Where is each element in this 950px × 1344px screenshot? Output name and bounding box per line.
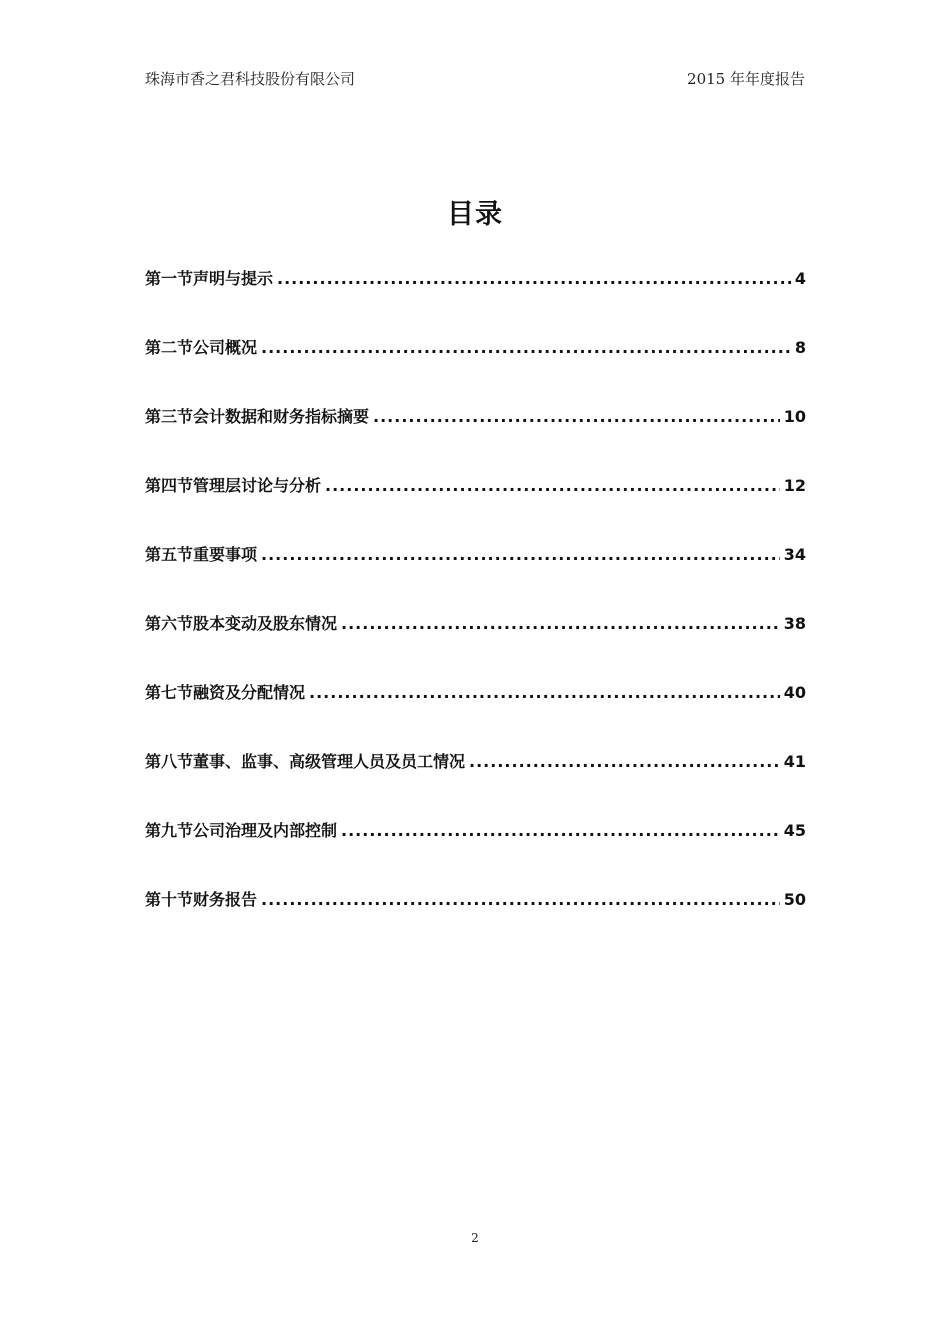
- toc-dot-leader: [261, 545, 780, 564]
- toc-dot-leader: [325, 476, 780, 495]
- toc-dot-leader: [309, 683, 780, 702]
- toc-entry-label: 第三节会计数据和财务指标摘要: [145, 407, 370, 426]
- toc-dot-leader: [261, 890, 780, 909]
- toc-entry-section-10[interactable]: [145, 887, 806, 956]
- toc-entry-label: 第七节融资及分配情况: [145, 683, 306, 702]
- toc-entry-section-2[interactable]: [145, 335, 806, 404]
- toc-entry-label: 第十节财务报告: [145, 890, 258, 909]
- toc-entry-label: 第九节公司治理及内部控制: [145, 821, 338, 840]
- toc-entry-section-4[interactable]: [145, 473, 806, 542]
- toc-dot-leader: [341, 614, 780, 633]
- toc-entry-page: 41: [783, 752, 806, 771]
- toc-entry-section-6[interactable]: [145, 611, 806, 680]
- toc-title: 目录: [447, 199, 503, 230]
- toc-entry-page: 40: [783, 683, 806, 702]
- toc-entry-section-1[interactable]: [145, 266, 806, 335]
- toc-entry-section-3[interactable]: [145, 404, 806, 473]
- toc-entry-section-8[interactable]: [145, 749, 806, 818]
- page-number: 2: [471, 1231, 479, 1245]
- toc-entry-page: 45: [783, 821, 806, 840]
- toc-entry-section-7[interactable]: [145, 680, 806, 749]
- toc-entry-page: 12: [783, 476, 806, 495]
- header-report-title: 2015 年年度报告: [687, 70, 805, 88]
- toc-entry-page: 8: [794, 338, 806, 357]
- toc-entry-page: 50: [783, 890, 806, 909]
- header-company-name: 珠海市香之君科技股份有限公司: [145, 70, 356, 88]
- toc-entry-label: 第一节声明与提示: [145, 269, 274, 288]
- toc-entry-page: 10: [783, 407, 806, 426]
- toc-dot-leader: [277, 269, 791, 288]
- toc-entry-page: 38: [783, 614, 806, 633]
- toc-dot-leader: [469, 752, 780, 771]
- page-header: [145, 68, 805, 92]
- toc-entry-label: 第六节股本变动及股东情况: [145, 614, 338, 633]
- toc-entry-label: 第二节公司概况: [145, 338, 258, 357]
- toc-entry-page: 4: [794, 269, 806, 288]
- toc-dot-leader: [341, 821, 780, 840]
- toc-entry-section-5[interactable]: [145, 542, 806, 611]
- toc-entry-label: 第五节重要事项: [145, 545, 258, 564]
- table-of-contents: [145, 266, 806, 956]
- toc-dot-leader: [373, 407, 780, 426]
- toc-entry-section-9[interactable]: [145, 818, 806, 887]
- toc-entry-label: 第四节管理层讨论与分析: [145, 476, 322, 495]
- toc-dot-leader: [261, 338, 791, 357]
- toc-entry-label: 第八节董事、监事、高级管理人员及员工情况: [145, 752, 466, 771]
- toc-entry-page: 34: [783, 545, 806, 564]
